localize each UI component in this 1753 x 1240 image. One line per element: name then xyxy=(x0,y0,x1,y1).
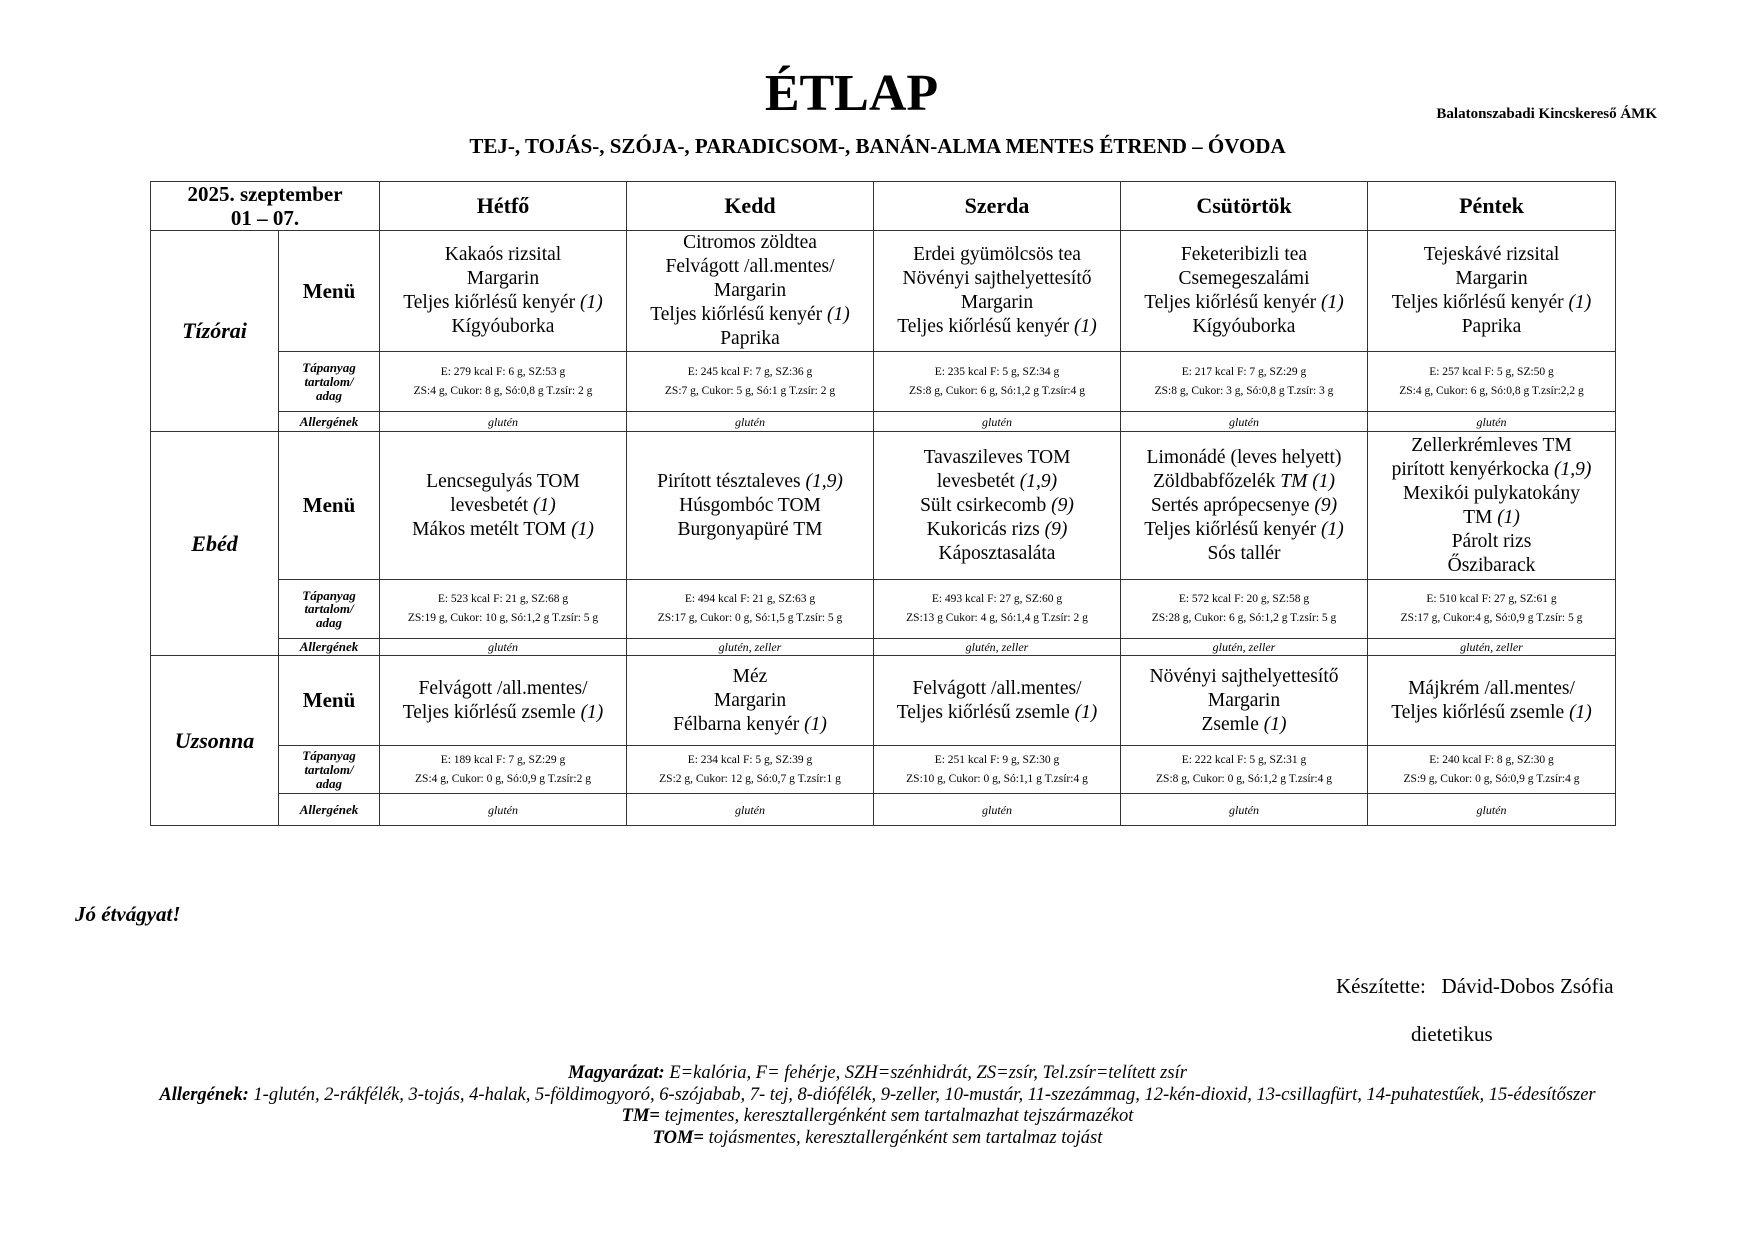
meal-name: Tízórai xyxy=(151,231,279,432)
nutrition-line: ZS:28 g, Cukor: 6 g, Só:1,2 g T.zsír: 5 g xyxy=(1151,612,1337,625)
menu-item-text: levesbetét xyxy=(936,470,1020,492)
legend-text: tojásmentes, keresztallergénként sem tartalmaz tojást xyxy=(703,1127,1103,1148)
allergen-cell: glutén xyxy=(1368,412,1616,432)
menu-item-text: Erdei gyümölcsös tea xyxy=(913,244,1081,266)
nutrition-line: ZS:13 g Cukor: 4 g, Só:1,4 g T.zsír: 2 g xyxy=(906,612,1088,625)
nutrition-cell xyxy=(380,580,627,639)
menu-item-text: Teljes kiőrlésű kenyér xyxy=(897,316,1075,338)
allergen-code: (1) xyxy=(533,494,556,516)
menu-item xyxy=(382,291,624,315)
nutrition-line: E: 279 kcal F: 6 g, SZ:53 g xyxy=(440,365,566,378)
menu-item-text: Sós tallér xyxy=(1207,542,1281,564)
menu-item-text: Feketeribizli tea xyxy=(1180,244,1308,266)
menu-item-text: Teljes kiőrlésű zsemle xyxy=(402,701,581,723)
allergen-code: TM (1) xyxy=(1280,470,1335,492)
menu-cell xyxy=(1121,231,1368,352)
menu-cell xyxy=(380,656,627,746)
menu-item-text: Margarin xyxy=(1207,689,1281,711)
menu-item xyxy=(1123,713,1365,737)
greeting: Jó étvágyat! xyxy=(75,902,181,926)
nutrition-cell xyxy=(627,352,874,412)
author-label: Készítette: xyxy=(1336,974,1426,998)
author-name: Dávid-Dobos Zsófia xyxy=(1441,974,1614,998)
nutrition-line: ZS:19 g, Cukor: 10 g, Só:1,2 g T.zsír: 5 g xyxy=(407,612,599,625)
menu-item xyxy=(1370,243,1613,267)
menu-item xyxy=(382,470,624,494)
menu-item xyxy=(629,255,871,279)
nutrition-line: E: 217 kcal F: 7 g, SZ:29 g xyxy=(1181,365,1307,378)
nutrition-row xyxy=(151,746,1616,794)
menu-item xyxy=(1123,267,1365,291)
nutrition-label-line: adag xyxy=(316,775,342,791)
menu-item-text: Teljes kiőrlésű kenyér xyxy=(403,292,581,314)
menu-item xyxy=(629,665,871,689)
menu-cell xyxy=(1121,432,1368,580)
nutrition-cell xyxy=(1121,580,1368,639)
menu-item xyxy=(1370,482,1613,506)
menu-cell xyxy=(874,656,1121,746)
menu-item-text: Paprika xyxy=(720,328,780,350)
allergen-code: (9) xyxy=(1051,494,1074,516)
legend-label: TOM= xyxy=(652,1127,704,1148)
allergen-code: (1) xyxy=(1568,292,1592,314)
nutrition-label xyxy=(279,580,380,639)
allergen-cell: glutén xyxy=(874,794,1121,826)
menu-item-text: Felvágott /all.mentes/ xyxy=(418,677,588,699)
nutrition-line: ZS:8 g, Cukor: 3 g, Só:0,8 g T.zsír: 3 g xyxy=(1154,384,1334,397)
nutrition-line: ZS:4 g, Cukor: 0 g, Só:0,9 g T.zsír:2 g xyxy=(415,772,591,785)
nutrition-line: E: 240 kcal F: 8 g, SZ:30 g xyxy=(1429,753,1554,766)
nutrition-line: E: 222 kcal F: 5 g, SZ:31 g xyxy=(1181,753,1307,766)
menu-item-text: Húsgombóc TOM xyxy=(679,494,821,516)
allergen-cell: glutén xyxy=(380,639,627,656)
menu-item xyxy=(629,279,871,303)
nutrition-cell xyxy=(1121,352,1368,412)
menu-item xyxy=(1123,542,1365,566)
menu-item-text: Lencsegulyás TOM xyxy=(426,470,580,492)
menu-label: Menü xyxy=(279,231,380,352)
menu-item xyxy=(382,494,624,518)
menu-item-text: Citromos zöldtea xyxy=(683,232,817,254)
nutrition-label-line: tartalom/ xyxy=(304,761,354,777)
nutrition-cell xyxy=(380,746,627,794)
menu-cell xyxy=(1368,432,1616,580)
menu-cell xyxy=(627,656,874,746)
menu-item-text: Félbarna kenyér xyxy=(673,713,805,735)
menu-item xyxy=(1123,315,1365,339)
allergen-code: (1) xyxy=(1321,292,1344,314)
menu-item xyxy=(382,267,624,291)
menu-item-text: Csemegeszalámi xyxy=(1178,268,1310,290)
allergen-cell: glutén xyxy=(1121,794,1368,826)
allergen-code: (1) xyxy=(1321,518,1344,540)
nutrition-line: ZS:17 g, Cukor: 0 g, Só:1,5 g T.zsír: 5 g xyxy=(657,612,843,625)
menu-row xyxy=(151,432,1616,580)
menu-item xyxy=(382,315,624,339)
allergen-cell: glutén, zeller xyxy=(1368,639,1616,656)
meal-name: Uzsonna xyxy=(151,656,279,826)
legend xyxy=(96,1063,1659,1149)
menu-item xyxy=(1370,267,1613,291)
menu-item xyxy=(382,518,624,542)
menu-item xyxy=(1370,530,1613,554)
nutrition-line: E: 234 kcal F: 5 g, SZ:39 g xyxy=(687,753,813,766)
legend-line xyxy=(96,1085,1659,1107)
menu-item-text: Kakaós rizsital xyxy=(444,244,562,266)
menu-item-text: Teljes kiőrlésű zsemle xyxy=(896,701,1075,723)
menu-item xyxy=(629,327,871,351)
nutrition-line: E: 493 kcal F: 27 g, SZ:60 g xyxy=(931,593,1063,606)
menu-item xyxy=(876,315,1118,339)
menu-item-text: Tejeskávé rizsital xyxy=(1423,244,1560,266)
nutrition-label-line: Tápanyag xyxy=(302,587,356,603)
menu-cell xyxy=(1368,656,1616,746)
menu-item-text: Őszibarack xyxy=(1447,554,1536,576)
nutrition-line: E: 251 kcal F: 9 g, SZ:30 g xyxy=(934,753,1060,766)
menu-item-text: pirított kenyérkocka xyxy=(1391,458,1555,480)
menu-item xyxy=(1370,315,1613,339)
menu-item-text: Margarin xyxy=(713,689,787,711)
allergen-cell: glutén xyxy=(874,412,1121,432)
allergen-cell: glutén xyxy=(1121,412,1368,432)
menu-item-text: Felvágott /all.mentes/ xyxy=(665,256,835,278)
menu-cell xyxy=(380,231,627,352)
nutrition-label-line: tartalom/ xyxy=(304,373,354,389)
day-header: Szerda xyxy=(874,182,1121,231)
menu-item xyxy=(876,701,1118,725)
nutrition-label-line: tartalom/ xyxy=(304,601,354,617)
menu-item-text: Zöldbabfőzelék xyxy=(1153,470,1281,492)
menu-item-text: Májkrém /all.mentes/ xyxy=(1408,677,1575,699)
menu-item-text: Teljes kiőrlésű kenyér xyxy=(650,304,828,326)
allergen-code: (1) xyxy=(1569,701,1592,723)
day-header: Csütörtök xyxy=(1121,182,1368,231)
menu-item-text: Felvágott /all.mentes/ xyxy=(912,677,1082,699)
allergen-code: (1,9) xyxy=(1554,458,1592,480)
allergen-code: (1) xyxy=(1263,713,1287,735)
menu-row xyxy=(151,231,1616,352)
allergen-row xyxy=(151,639,1616,656)
nutrition-cell xyxy=(627,580,874,639)
menu-item-text: Teljes kiőrlésű kenyér xyxy=(1144,292,1322,314)
nutrition-line: E: 494 kcal F: 21 g, SZ:63 g xyxy=(684,593,816,606)
nutrition-label xyxy=(279,746,380,794)
allergen-cell: glutén xyxy=(627,794,874,826)
menu-item xyxy=(1370,291,1613,315)
week-date-line: 01 – 07. xyxy=(230,206,300,231)
allergen-cell: glutén xyxy=(1368,794,1616,826)
allergen-code: (1) xyxy=(804,713,827,735)
nutrition-line: E: 245 kcal F: 7 g, SZ:36 g xyxy=(687,365,813,378)
allergen-code: (1) xyxy=(580,292,603,314)
nutrition-row xyxy=(151,352,1616,412)
allergen-code: (1,9) xyxy=(805,470,843,492)
nutrition-cell xyxy=(874,746,1121,794)
menu-item-text: Kukoricás rizs xyxy=(926,518,1045,540)
menu-item-text: Káposztasaláta xyxy=(938,542,1056,564)
allergen-code: (1) xyxy=(827,304,850,326)
nutrition-label-line: Tápanyag xyxy=(302,360,356,376)
allergen-code: (9) xyxy=(1044,518,1068,540)
allergen-cell: glutén xyxy=(627,412,874,432)
menu-item xyxy=(382,701,624,725)
allergen-code: (1) xyxy=(1497,506,1520,528)
menu-item-text: Paprika xyxy=(1461,316,1522,338)
menu-item xyxy=(629,303,871,327)
menu-item-text: Teljes kiőrlésű kenyér xyxy=(1391,292,1569,314)
menu-item-text: Növényi sajthelyettesítő xyxy=(1149,665,1339,687)
menu-item-text: Sült csirkecomb xyxy=(920,494,1052,516)
author-title: dietetikus xyxy=(1411,1022,1493,1046)
menu-item xyxy=(1123,665,1365,689)
menu-item xyxy=(876,470,1118,494)
nutrition-label-line: Tápanyag xyxy=(302,748,356,764)
menu-item-text: Sertés aprópecsenye xyxy=(1150,494,1315,516)
week-date-cell xyxy=(151,182,380,231)
menu-item-text: Limonádé (leves helyett) xyxy=(1146,446,1342,468)
nutrition-line: ZS:7 g, Cukor: 5 g, Só:1 g T.zsír: 2 g xyxy=(664,384,836,397)
allergen-cell: glutén, zeller xyxy=(627,639,874,656)
nutrition-line: E: 572 kcal F: 20 g, SZ:58 g xyxy=(1178,593,1310,606)
menu-item-text: Teljes kiőrlésű kenyér xyxy=(1144,518,1322,540)
nutrition-line: E: 189 kcal F: 7 g, SZ:29 g xyxy=(440,753,566,766)
legend-label: TM= xyxy=(621,1106,660,1126)
menu-item xyxy=(1370,701,1613,725)
nutrition-cell xyxy=(1121,746,1368,794)
allergen-code: (1) xyxy=(1074,701,1098,723)
menu-item xyxy=(876,494,1118,518)
menu-cell xyxy=(1121,656,1368,746)
menu-item xyxy=(629,470,871,494)
legend-line xyxy=(96,1128,1659,1150)
allergen-row xyxy=(151,794,1616,826)
allergen-code: (9) xyxy=(1314,494,1338,516)
menu-item-text: Zsemle xyxy=(1201,713,1264,735)
menu-item xyxy=(1370,434,1613,458)
menu-item xyxy=(876,446,1118,470)
nutrition-line: ZS:2 g, Cukor: 12 g, Só:0,7 g T.zsír:1 g xyxy=(659,772,841,785)
author-line xyxy=(1336,974,1614,999)
nutrition-label xyxy=(279,352,380,412)
menu-item-text: Burgonyapüré TM xyxy=(677,518,823,540)
nutrition-line: ZS:4 g, Cukor: 8 g, Só:0,8 g T.zsír: 2 g xyxy=(413,384,593,397)
menu-item-text: Kígyóuborka xyxy=(451,316,555,338)
table-header-row xyxy=(151,182,1616,231)
nutrition-line: ZS:4 g, Cukor: 6 g, Só:0,8 g T.zsír:2,2 g xyxy=(1399,384,1584,397)
allergen-label: Allergének xyxy=(279,794,380,826)
menu-cell xyxy=(380,432,627,580)
nutrition-cell xyxy=(1368,580,1616,639)
menu-item-text: Mexikói pulykatokány xyxy=(1402,482,1581,504)
nutrition-line: ZS:10 g, Cukor: 0 g, Só:1,1 g T.zsír:4 g xyxy=(906,772,1088,785)
menu-item-text: Zellerkrémleves TM xyxy=(1411,434,1572,456)
nutrition-cell xyxy=(874,352,1121,412)
menu-cell xyxy=(874,231,1121,352)
nutrition-label-line: adag xyxy=(316,387,342,403)
nutrition-row xyxy=(151,580,1616,639)
menu-item-text: Mákos metélt TOM xyxy=(412,518,572,540)
week-date-line: 2025. szeptember xyxy=(187,182,343,206)
nutrition-cell xyxy=(1368,352,1616,412)
allergen-cell: glutén, zeller xyxy=(1121,639,1368,656)
menu-item xyxy=(876,518,1118,542)
menu-item xyxy=(1370,458,1613,482)
menu-item xyxy=(1370,554,1613,578)
allergen-label: Allergének xyxy=(279,412,380,432)
nutrition-cell xyxy=(1368,746,1616,794)
menu-item xyxy=(382,677,624,701)
menu-item xyxy=(1123,291,1365,315)
legend-text: 1-glutén, 2-rákfélék, 3-tojás, 4-halak, 5-földimogyoró, 6-szójabab, 7- tej, 8-diófélék, 9-zeller, 10-mustár, 11-szezámmag, 12-kén-dioxid, 13-csillagfürt, 14-puhatestűek, 15-édesítőszer xyxy=(248,1084,1596,1105)
menu-row xyxy=(151,656,1616,746)
menu-item-text: Margarin xyxy=(466,268,540,290)
legend-line xyxy=(96,1106,1659,1128)
meal-name: Ebéd xyxy=(151,432,279,656)
menu-label: Menü xyxy=(279,656,380,746)
menu-item-text: Tavaszileves TOM xyxy=(923,446,1071,468)
menu-item-text: Margarin xyxy=(1455,268,1528,290)
menu-item xyxy=(1370,677,1613,701)
nutrition-line: E: 257 kcal F: 5 g, SZ:50 g xyxy=(1429,365,1554,378)
allergen-code: (1,9) xyxy=(1019,470,1058,492)
legend-line xyxy=(96,1063,1659,1085)
day-header: Péntek xyxy=(1368,182,1616,231)
menu-item xyxy=(876,542,1118,566)
menu-item-text: Növényi sajthelyettesítő xyxy=(902,268,1092,290)
menu-item-text: Méz xyxy=(732,665,768,687)
nutrition-line: ZS:8 g, Cukor: 6 g, Só:1,2 g T.zsír:4 g xyxy=(909,384,1085,397)
menu-item xyxy=(1123,446,1365,470)
legend-label: Magyarázat: xyxy=(568,1063,665,1083)
menu-item xyxy=(629,518,871,542)
allergen-code: (1) xyxy=(1074,316,1097,338)
allergen-label: Allergének xyxy=(279,639,380,656)
nutrition-line: E: 510 kcal F: 27 g, SZ:61 g xyxy=(1426,593,1557,606)
menu-item xyxy=(629,494,871,518)
menu-item xyxy=(876,267,1118,291)
nutrition-cell xyxy=(874,580,1121,639)
menu-item-text: levesbetét xyxy=(450,494,534,516)
menu-item-text: Margarin xyxy=(960,292,1034,314)
nutrition-line: E: 523 kcal F: 21 g, SZ:68 g xyxy=(437,593,569,606)
nutrition-line: ZS:17 g, Cukor:4 g, Só:0,9 g T.zsír: 5 g xyxy=(1400,612,1583,625)
menu-item-text: TM xyxy=(1463,506,1498,528)
allergen-cell: glutén, zeller xyxy=(874,639,1121,656)
menu-item xyxy=(1123,689,1365,713)
menu-item xyxy=(629,713,871,737)
menu-cell xyxy=(627,231,874,352)
legend-text: tejmentes, keresztallergénként sem tartalmazhat tejszármazékot xyxy=(659,1106,1134,1126)
menu-item xyxy=(382,243,624,267)
menu-item xyxy=(629,231,871,255)
allergen-code: (1) xyxy=(580,701,604,723)
nutrition-label-line: adag xyxy=(316,615,342,631)
menu-item xyxy=(876,677,1118,701)
allergen-cell: glutén xyxy=(380,412,627,432)
nutrition-line: E: 235 kcal F: 5 g, SZ:34 g xyxy=(934,365,1060,378)
menu-item xyxy=(876,243,1118,267)
menu-item xyxy=(1123,243,1365,267)
legend-text: E=kalória, F= fehérje, SZH=szénhidrát, ZS=zsír, Tel.zsír=telített zsír xyxy=(664,1063,1187,1083)
menu-item-text: Pirított tésztaleves xyxy=(657,470,806,492)
menu-table xyxy=(150,181,1616,826)
nutrition-cell xyxy=(380,352,627,412)
allergen-row xyxy=(151,412,1616,432)
menu-label: Menü xyxy=(279,432,380,580)
menu-item-text: Margarin xyxy=(713,280,787,302)
page-title: ÉTLAP xyxy=(764,65,939,122)
nutrition-line: ZS:9 g, Cukor: 0 g, Só:0,9 g T.zsír:4 g xyxy=(1403,772,1580,785)
menu-cell xyxy=(627,432,874,580)
menu-item xyxy=(1123,470,1365,494)
menu-item xyxy=(1370,506,1613,530)
nutrition-line: ZS:8 g, Cukor: 0 g, Só:1,2 g T.zsír:4 g xyxy=(1156,772,1332,785)
allergen-code: (1) xyxy=(571,518,594,540)
menu-cell xyxy=(1368,231,1616,352)
menu-item xyxy=(1123,494,1365,518)
allergen-cell: glutén xyxy=(380,794,627,826)
page-subtitle: TEJ-, TOJÁS-, SZÓJA-, PARADICSOM-, BANÁN-ALMA MENTES ÉTREND – ÓVODA xyxy=(469,134,1286,158)
nutrition-cell xyxy=(627,746,874,794)
menu-item xyxy=(1123,518,1365,542)
menu-item-text: Párolt rizs xyxy=(1451,530,1532,552)
organization-name: Balatonszabadi Kincskereső ÁMK xyxy=(1436,106,1657,122)
menu-item xyxy=(629,689,871,713)
legend-label: Allergének: xyxy=(159,1084,249,1105)
menu-item-text: Teljes kiőrlésű zsemle xyxy=(1391,701,1570,723)
day-header: Hétfő xyxy=(380,182,627,231)
menu-item-text: Kígyóuborka xyxy=(1192,316,1296,338)
day-header: Kedd xyxy=(627,182,874,231)
menu-cell xyxy=(874,432,1121,580)
menu-item xyxy=(876,291,1118,315)
